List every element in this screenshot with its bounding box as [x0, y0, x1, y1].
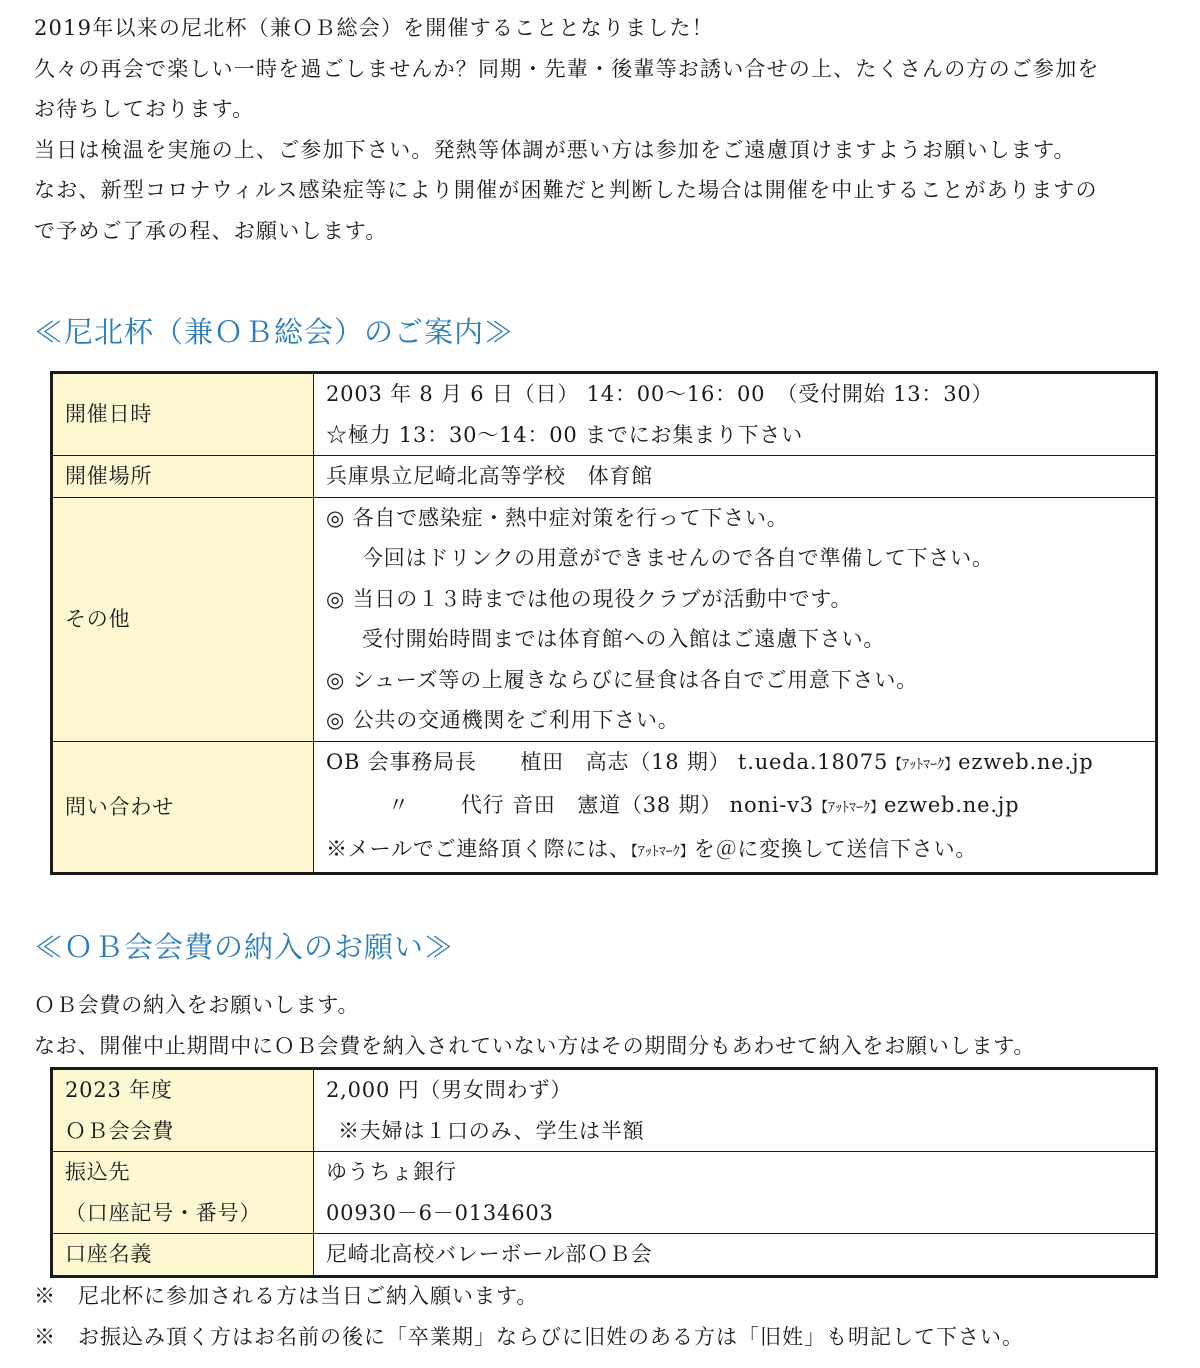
- intro-line: 当日は検温を実施の上、ご参加下さい。発熱等体調が悪い方は参加をご遠慮頂けますようお願いします。: [34, 137, 1076, 162]
- intro-line: で予めご了承の程、お願いします。: [34, 218, 388, 243]
- place-value: 兵庫県立尼崎北高等学校 体育館: [314, 456, 1157, 498]
- other-line: ◎ 当日の１３時までは他の現役クラブが活動中です。: [326, 586, 853, 611]
- table-row: [52, 373, 1157, 456]
- intro-line: なお、新型コロナウィルス感染症等により開催が困難だと判断した場合は開催を中止することがありますの: [34, 178, 1098, 202]
- contact-line: 〃 代行 音田 憲道（38 期） noni-v3【ｱｯﾄﾏｰｸ】ezweb.ne.jp: [388, 793, 1020, 817]
- bank-label: 振込先 （口座記号・番号）: [52, 1152, 314, 1234]
- fee-text-line: ＯＢ会費の納入をお願いします。: [34, 993, 360, 1017]
- place-label: 開催場所: [52, 456, 314, 498]
- date-value: [314, 373, 1157, 456]
- contact-label: 問い合わせ: [52, 741, 314, 874]
- fee-text-line: なお、開催中止期間中にＯＢ会費を納入されていない方はその期間分もあわせて納入をお願いします。: [34, 1034, 1036, 1058]
- fee-info-table: [50, 1067, 1158, 1278]
- holder-label: 口座名義: [52, 1234, 314, 1277]
- event-info-table: [50, 371, 1158, 875]
- fee-heading: ≪ＯＢ会会費の納入のお願い≫: [34, 930, 455, 964]
- table-row: [52, 1234, 1157, 1277]
- contact-line: OB 会事務局長 植田 高志（18 期） t.ueda.18075【ｱｯﾄﾏｰｸ】ezweb.ne.jp: [326, 749, 1094, 774]
- fee-text: [34, 985, 1035, 1067]
- note-line: ※ お振込み頂く方はお名前の後に「卒業期」ならびに旧姓のある方は「旧姓」も明記して下さい。: [34, 1325, 1024, 1349]
- table-row: [52, 456, 1157, 498]
- other-line: ◎ 公共の交通機関をご利用下さい。: [326, 708, 680, 732]
- intro-line: 久々の再会で楽しい一時を過ごしませんか？同期・先輩・後輩等お誘い合せの上、たくさんの方のご参加を: [34, 56, 1100, 81]
- contact-value: [314, 741, 1157, 874]
- fee-label: 2023 年度 ＯＢ会会費: [52, 1069, 314, 1152]
- table-row: [52, 1152, 1157, 1234]
- intro-line: お待ちしております。: [34, 97, 255, 121]
- table-row: [52, 1069, 1157, 1152]
- date-label: 開催日時: [52, 373, 314, 456]
- event-heading: ≪尼北杯（兼ＯＢ総会）のご案内≫: [34, 315, 515, 349]
- other-label: その他: [52, 497, 314, 741]
- contact-note: ※メールでご連絡頂く際には、【ｱｯﾄﾏｰｸ】を＠に変換して送信下さい。: [326, 836, 978, 861]
- table-row: [52, 497, 1157, 741]
- intro-line: 2019年以来の尼北杯（兼ＯＢ総会）を開催することとなりました！: [34, 16, 714, 40]
- date-line: 2003 年 8 月 6 日（日） 14：00～16：00 （受付開始 13：30）: [326, 382, 994, 406]
- notes: [34, 1276, 1024, 1358]
- other-line: ◎ シューズ等の上履きならびに昼食は各自でご用意下さい。: [326, 667, 918, 692]
- other-line: 今回はドリンクの用意ができませんので各自で準備して下さい。: [362, 546, 994, 570]
- note-line: ※ 尼北杯に参加される方は当日ご納入願います。: [34, 1284, 539, 1308]
- intro-text: [34, 8, 1174, 251]
- other-line: ◎ 各自で感染症・熱中症対策を行って下さい。: [326, 505, 789, 530]
- holder-value: 尼崎北高校バレーボール部ＯＢ会: [314, 1234, 1157, 1277]
- other-line: 受付開始時間までは体育館への入館はご遠慮下さい。: [362, 627, 886, 651]
- date-line: ☆極力 13：30～14：00 までにお集まり下さい: [326, 422, 804, 447]
- bank-value: ゆうちょ銀行 00930－6－0134603: [314, 1152, 1157, 1234]
- fee-value: 2,000 円（男女問わず） ※夫婦は１口のみ、学生は半額: [314, 1069, 1157, 1152]
- other-value: [314, 497, 1157, 741]
- table-row: [52, 741, 1157, 874]
